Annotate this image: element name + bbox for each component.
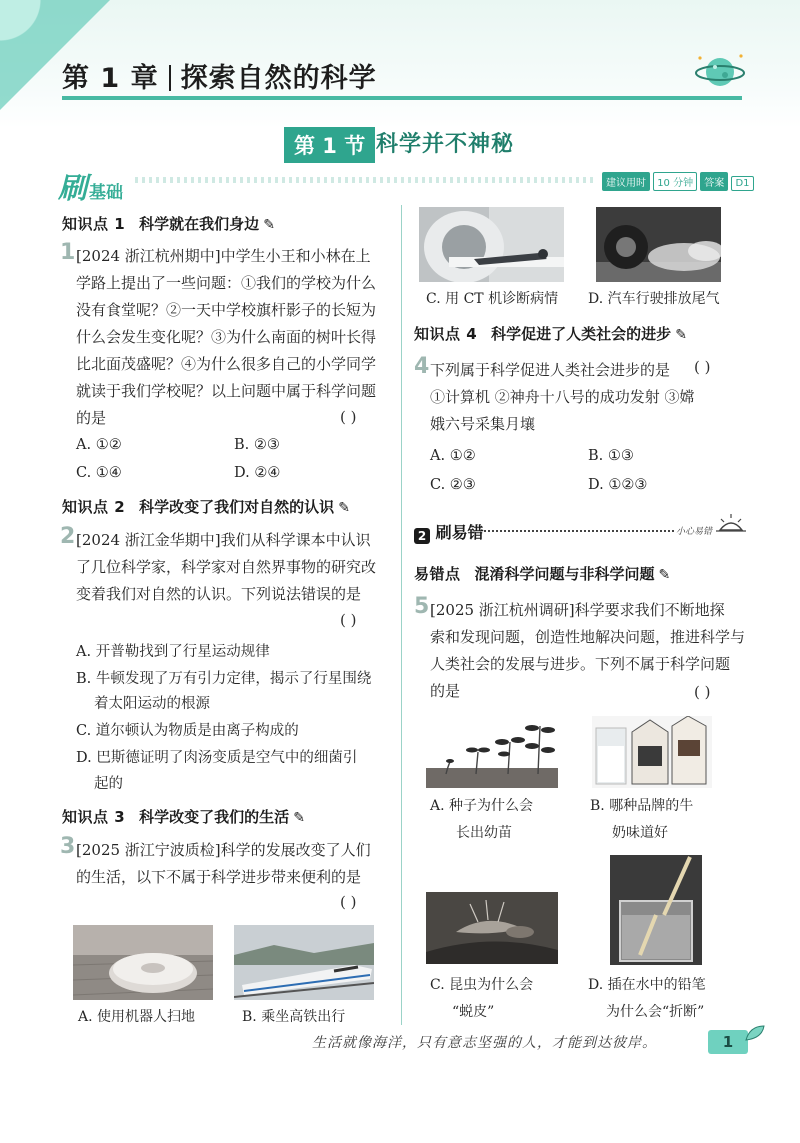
planet-icon: [694, 50, 746, 94]
option-a: A. 开普勒找到了行星运动规律: [76, 644, 270, 660]
kp-title: 科学促进了人类社会的进步: [491, 325, 672, 343]
text-line: 索和发现问题，创造性地解决问题，推进科学与: [430, 628, 746, 646]
question-number: 2: [60, 524, 76, 549]
option-d: D. ②④: [234, 465, 281, 481]
answer-label: 答案: [700, 172, 728, 191]
option-c: C. 道尔顿认为物质是由离子构成的: [76, 723, 299, 739]
kp-label: 知识点 4: [414, 325, 478, 343]
text-line: 下列属于科学促进人类社会进步的是: [430, 361, 671, 379]
answer-page: D1: [731, 176, 753, 191]
caption-b: B. 哪种品牌的牛: [590, 798, 694, 814]
text-line: 的是: [430, 682, 461, 700]
kp-title: 混淆科学问题与非科学问题: [474, 565, 655, 583]
check-icon: ✎: [338, 500, 350, 516]
caption-a: A. 使用机器人扫地: [78, 1009, 196, 1025]
option-d-cont: 起的: [94, 776, 123, 792]
mistakes-note: 小心易错: [676, 527, 713, 537]
basics-sublabel: 基础: [89, 183, 124, 203]
question-source: [2024 浙江金华期中]: [76, 531, 221, 549]
mistakes-badge-icon: 2: [414, 528, 430, 544]
knowledge-point-3: [62, 806, 305, 827]
leaf-icon: [742, 1022, 768, 1044]
knowledge-point-2: [62, 496, 350, 517]
text-line: 中学生小王和小林在上: [220, 247, 371, 265]
option-d: D. 巴斯德证明了肉汤变质是空气中的细菌引: [76, 750, 358, 766]
time-label: 建议用时: [602, 172, 650, 191]
page-number: 1: [708, 1030, 748, 1054]
insect-molting-image: [426, 892, 558, 964]
mistakes-heading: [414, 520, 484, 544]
option-d: D. ①②③: [588, 477, 648, 493]
kp-label: 易错点: [414, 565, 461, 583]
chapter-separator: [169, 65, 171, 91]
text-line: 比北面茂盛呢？④为什么很多自己的小学同学: [76, 355, 377, 373]
pencil-in-water-image: [610, 855, 702, 965]
text-line: 变着我们对自然的认识。下列说法错误的是: [76, 585, 362, 603]
milk-cartons-image: [592, 716, 712, 788]
option-a: A. ①②: [76, 437, 122, 453]
mistake-point: [414, 563, 670, 584]
robot-vacuum-image: [73, 925, 213, 1000]
question-2-text: [76, 527, 394, 608]
text-line: 什么会发生变化呢？③为什么南面的树叶长得: [76, 328, 377, 346]
text-line: ①计算机 ②神舟十八号的成功发射 ③嫦: [430, 388, 695, 406]
check-icon: ✎: [293, 810, 305, 826]
time-tag: [602, 172, 754, 191]
text-line: 科学要求我们不断地探: [574, 601, 725, 619]
ct-scanner-image: [419, 207, 564, 282]
answer-paren: ( ): [694, 683, 711, 701]
check-icon: ✎: [658, 567, 671, 583]
section-number: 第 1 节: [284, 127, 375, 163]
footer-motto: 生活就像海洋，只有意志坚强的人，才能到达彼岸。: [312, 1035, 657, 1051]
option-b-cont: 着太阳运动的根源: [94, 696, 210, 712]
question-3-text: [76, 837, 394, 891]
caption-d: D. 插在水中的铅笔: [588, 977, 706, 993]
chapter-label: 第 1 章: [62, 63, 159, 94]
text-line: 没有食堂呢？②一天中学校旗杆影子的长短为: [76, 301, 377, 319]
knowledge-point-1: [62, 213, 275, 234]
answer-paren: ( ): [340, 408, 357, 426]
chapter-heading: [62, 56, 377, 95]
text-line: 就读于我们学校呢？以上问题中属于科学问题: [76, 382, 377, 400]
question-source: [2024 浙江杭州期中]: [76, 247, 221, 265]
text-line: 科学的发展改变了人们: [220, 841, 371, 859]
text-line: 了几位科学家，科学家对自然界事物的研究改: [76, 558, 377, 576]
kp-title: 科学改变了我们对自然的认识: [139, 498, 335, 516]
text-line: 学路上提出了一些问题：①我们的学校为什么: [76, 274, 377, 292]
option-a: A. ①②: [430, 448, 476, 464]
basics-label: 刷: [58, 171, 88, 205]
check-icon: ✎: [675, 327, 687, 343]
question-number: 1: [60, 240, 76, 265]
text-line: 人类社会的发展与进步。下列不属于科学问题: [430, 655, 731, 673]
option-b: B. ②③: [234, 437, 280, 453]
option-c: C. ②③: [430, 477, 476, 493]
sun-icon: [716, 512, 746, 534]
knowledge-point-4: [414, 323, 687, 344]
dotted-band: [135, 177, 595, 183]
chapter-title: 探索自然的科学: [180, 63, 377, 94]
caption-c: C. 昆虫为什么会: [430, 977, 534, 993]
option-b: B. 牛顿发现了万有引力定律，揭示了行星围绕: [76, 671, 372, 687]
option-c: C. ①④: [76, 465, 122, 481]
mistakes-dotted-line: [484, 530, 674, 532]
check-icon: ✎: [263, 217, 275, 233]
kp-title: 科学就在我们身边: [139, 215, 260, 233]
question-source: [2025 浙江杭州调研]: [430, 601, 575, 619]
text-line: 娥六号采集月壤: [430, 415, 536, 433]
question-number: 4: [414, 354, 430, 379]
corner-highlight: [0, 0, 60, 60]
text-line: 的生活，以下不属于科学进步带来便利的是: [76, 868, 362, 886]
caption-a: A. 种子为什么会: [430, 798, 534, 814]
section-title: 科学并不神秘: [376, 132, 515, 157]
car-exhaust-image: [596, 207, 721, 282]
caption-c: C. 用 CT 机诊断病情: [426, 291, 559, 307]
caption-c-cont: “蜕皮”: [452, 1004, 495, 1020]
seedlings-image: [426, 716, 558, 788]
column-divider: [401, 205, 402, 1025]
question-number: 3: [60, 834, 76, 859]
basics-heading: [58, 166, 123, 207]
answer-paren: ( ): [340, 893, 357, 911]
high-speed-train-image: [234, 925, 374, 1000]
kp-label: 知识点 2: [62, 498, 126, 516]
time-value: 10 分钟: [653, 172, 697, 191]
question-1-text: [76, 243, 394, 432]
question-number: 5: [414, 594, 430, 619]
text-line: 我们从科学课本中认识: [220, 531, 371, 549]
text-line: 的是: [76, 409, 107, 427]
caption-d: D. 汽车行驶排放尾气: [588, 291, 720, 307]
caption-d-cont: 为什么会“折断”: [606, 1004, 705, 1020]
caption-b-cont: 奶味道好: [612, 825, 668, 841]
caption-a-cont: 长出幼苗: [456, 825, 512, 841]
caption-b: B. 乘坐高铁出行: [242, 1009, 346, 1025]
kp-label: 知识点 1: [62, 215, 126, 233]
option-b: B. ①③: [588, 448, 634, 464]
kp-label: 知识点 3: [62, 808, 126, 826]
mistakes-label: 刷易错: [435, 523, 484, 542]
answer-paren: ( ): [340, 611, 357, 629]
question-source: [2025 浙江宁波质检]: [76, 841, 221, 859]
kp-title: 科学改变了我们的生活: [139, 808, 290, 826]
chapter-rule: [62, 96, 742, 100]
answer-paren: ( ): [694, 358, 711, 376]
